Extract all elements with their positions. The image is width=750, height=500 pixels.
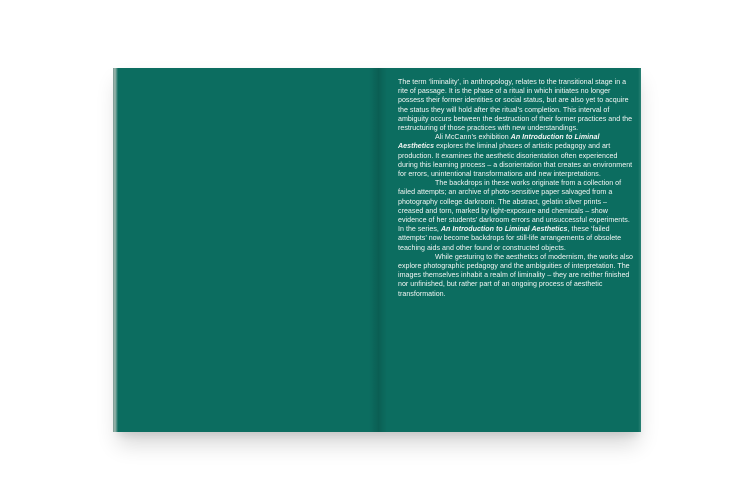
right-page	[379, 68, 641, 432]
essay-paragraph	[398, 253, 634, 299]
page-edge	[638, 68, 641, 432]
essay-paragraph	[398, 78, 634, 133]
spine-shadow	[379, 68, 387, 432]
paragraph-text: explores the liminal phases of artistic pedagogy and art production. It examines the aesthetic disorientation often experienced during this learning process – a disorientation that creates an environment for errors, unintentional transformations and new interpretations.	[398, 142, 633, 179]
paragraph-text: The backdrops in these works originate from a collection of failed attempts; an archive of photo-sensitive paper salvaged from a photography college darkroom. The abstract, gelatin silver prints – creased and torn, marked by light-exposure and chemicals – show evidence of her students’ darkroom errors and unsuccessful experiments. In the series,	[398, 179, 630, 234]
exhibition-title: An Introduction to Liminal Aesthetics	[398, 133, 600, 151]
paragraph-text: Ali McCann’s exhibition	[435, 133, 511, 142]
paragraph-text: The term ‘liminality’, in anthropology, relates to the transitional stage in a rite of passage. It is the phase of a ritual in which initiates no longer possess their former identities or social status, but are also yet to acquire the status they will hold after the ritual’s completion. This interval of ambiguity occurs between the destruction of their former practices and the restructuring of those practices with new understandings.	[398, 78, 633, 133]
spine-shadow	[369, 68, 379, 432]
left-page	[113, 68, 379, 432]
page-edge	[113, 68, 118, 432]
essay-paragraph	[398, 179, 634, 253]
paragraph-text: , these ‘failed attempts’ now become backdrops for still-life arrangements of obsolete teaching aids and other found or constructed objects.	[398, 225, 622, 252]
essay-text	[398, 78, 634, 299]
essay-paragraph	[398, 133, 634, 179]
exhibition-title: An Introduction to Liminal Aesthetics	[440, 225, 568, 234]
paragraph-text: While gesturing to the aesthetics of modernism, the works also explore photographic pedagogy and the ambiguities of interpretation. The images themselves inhabit a realm of liminality – they are neither finished nor unfinished, but rather part of an ongoing process of aesthetic transformation.	[398, 252, 633, 298]
